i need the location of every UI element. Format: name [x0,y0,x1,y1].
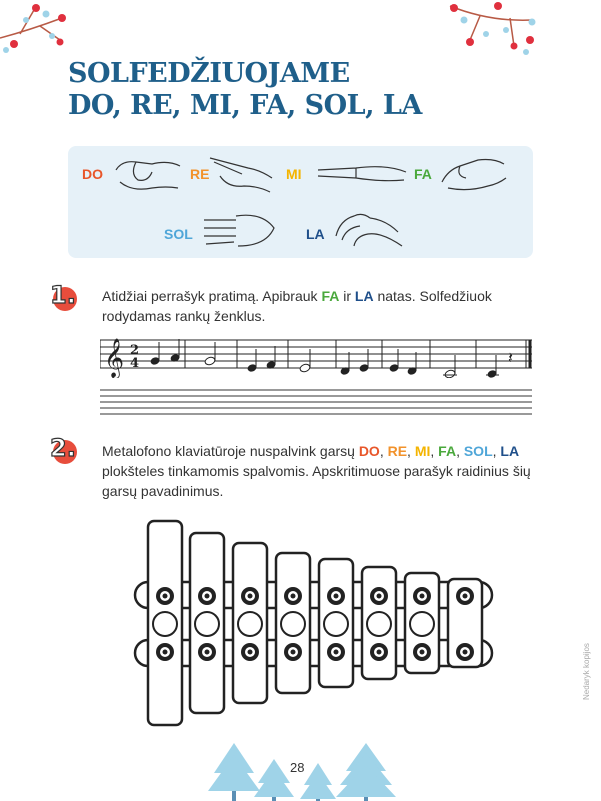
berry-branch-left [0,0,80,60]
exercise-2-number: 2. [50,434,76,462]
metallophone[interactable] [128,516,498,730]
hand-do-icon [112,152,184,196]
hand-mi-icon [316,156,408,188]
title-line1: SOLFEDŽIUOJAME [68,58,350,89]
side-note: Nedaryk kopijos [582,643,591,700]
answer-circle-7 [410,612,434,636]
time-signature-bottom: 4 [130,356,140,371]
answer-circle-3 [238,612,262,636]
answer-circle-5 [324,612,348,636]
hand-la-icon [332,206,406,252]
syllable-fa: FA [414,166,432,182]
syllable-sol: SOL [164,226,193,242]
hand-sol-icon [202,208,276,250]
treble-clef-icon: 𝄞 [104,338,125,378]
answer-circle-6 [367,612,391,636]
exercise-2-text: Metalofono klaviatūroje nuspalvink garsų DO, RE, MI, FA, SOL, LA plokšteles tinkamomis spalvomis. Apskritimuose parašyk raidinius šių garsų pavadinimus. [102,443,531,499]
syllable-do: DO [82,166,103,182]
hand-fa-icon [438,152,508,196]
title-line2: DO, RE, MI, FA, SOL, LA [68,90,422,121]
hand-signs-panel [68,146,533,258]
answer-circle-4 [281,612,305,636]
page-title [68,58,422,122]
exercise-1-text: Atidžiai perrašyk pratimą. Apibrauk FA ir LA natas. Solfedžiuok rodydamas rankų ženklus. [102,288,492,324]
answer-circle-2 [195,612,219,636]
empty-staff[interactable] [100,388,533,420]
quarter-rest-icon: 𝄽 [508,348,513,367]
syllable-mi: MI [286,166,302,182]
answer-circle-1 [153,612,177,636]
syllable-la: LA [306,226,325,242]
page-number: 28 [290,760,305,775]
hand-re-icon [208,152,276,196]
exercise-1-number: 1. [50,281,76,309]
music-staff [100,336,533,378]
syllable-re: RE [190,166,210,182]
berry-branch-right [440,0,540,56]
time-signature-top: 2 [130,343,140,358]
